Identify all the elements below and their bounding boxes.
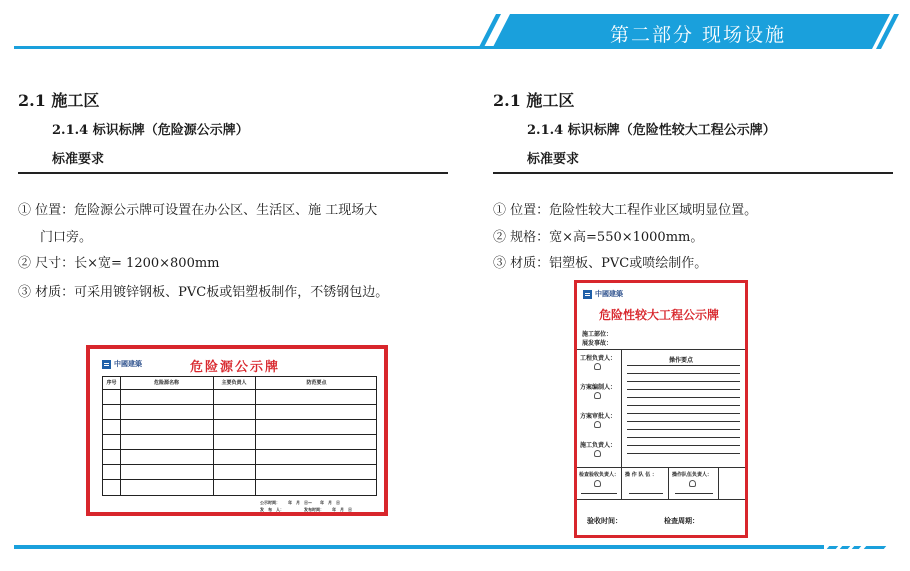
person-icon [594, 363, 601, 370]
footer-dash [852, 546, 862, 549]
right-item-material: ③ 材质：铝塑板、PVC或喷绘制作。 [493, 256, 708, 271]
board-title: 危险源公示牌 [190, 360, 281, 375]
footer-dash [827, 546, 839, 549]
person-icon [594, 392, 601, 399]
work-team-label: 操 作 队 伍 ： [625, 472, 657, 478]
role-site-lead: 施工负责人： [580, 442, 617, 449]
right-separator [493, 172, 893, 174]
acceptance-time-label: 验收时间： [587, 517, 622, 525]
left-subsection-title: 2.1.4 标识标牌（危险源公示牌） [52, 123, 249, 138]
inspection-lead-label: 检查验收负责人： [579, 472, 620, 478]
footer-dash [840, 546, 851, 549]
work-team-lead-label: 操作队伍负责人： [672, 472, 713, 478]
left-requirement-title: 标准要求 [52, 152, 105, 167]
hazard-notice-board [86, 345, 388, 516]
left-item-size: ② 尺寸：长×宽= 1200×800mm [18, 256, 220, 271]
construction-part-label: 施工部位： [582, 331, 613, 338]
role-plan-author: 方案编制人： [580, 384, 617, 391]
right-item-spec: ② 规格：宽×高=550×1000mm。 [493, 230, 704, 245]
publish-period: 公示时间： 年 月 日— 年 月 日 [260, 500, 340, 505]
column-header-owner: 主要负责人 [221, 380, 247, 386]
logo [583, 289, 623, 299]
logo-text: 中國建築 [595, 290, 623, 298]
role-plan-approver: 方案审批人： [580, 413, 617, 420]
person-icon [689, 480, 696, 487]
left-item-position-cont: 门口旁。 [40, 230, 93, 245]
footer-dash [864, 546, 887, 549]
header-rule [14, 46, 514, 49]
accident-label: 展发事故： [582, 340, 613, 347]
cscec-logo-icon [102, 360, 111, 369]
column-header-points: 防范要点 [306, 380, 327, 386]
right-item-position: ① 位置：危险性较大工程作业区域明显位置。 [493, 203, 758, 218]
major-hazard-project-board [574, 280, 748, 538]
inspection-period-label: 检查周期： [664, 517, 699, 525]
left-item-material: ③ 材质：可采用镀锌钢板、PVC板或铝塑板制作，不锈钢包边。 [18, 285, 389, 300]
right-section-title: 2.1 施工区 [493, 91, 575, 110]
left-item-position: ① 位置：危险源公示牌可设置在办公区、生活区、施 工现场大 [18, 203, 378, 218]
role-project-lead: 工程负责人： [580, 355, 617, 362]
footer-rule [14, 545, 824, 549]
operation-points-header: 操作要点 [669, 357, 694, 364]
board-title: 危险性较大工程公示牌 [599, 308, 720, 322]
person-icon [594, 450, 601, 457]
column-header-hazard: 危险源名称 [153, 380, 179, 386]
right-subsection-title: 2.1.4 标识标牌（危险性较大工程公示牌） [527, 123, 776, 138]
logo-text: 中國建築 [114, 360, 142, 368]
person-icon [594, 480, 601, 487]
left-section-title: 2.1 施工区 [18, 91, 100, 110]
publisher: 发 布 人： 发布时间： 年 月 日 [260, 507, 352, 512]
hazard-table [102, 376, 377, 496]
cscec-logo-icon [583, 290, 592, 299]
column-header-no: 序号 [106, 380, 117, 386]
right-requirement-title: 标准要求 [527, 152, 580, 167]
left-separator [18, 172, 448, 174]
logo [102, 359, 142, 369]
person-icon [594, 421, 601, 428]
header-title: 第二部分 现场设施 [610, 24, 787, 46]
